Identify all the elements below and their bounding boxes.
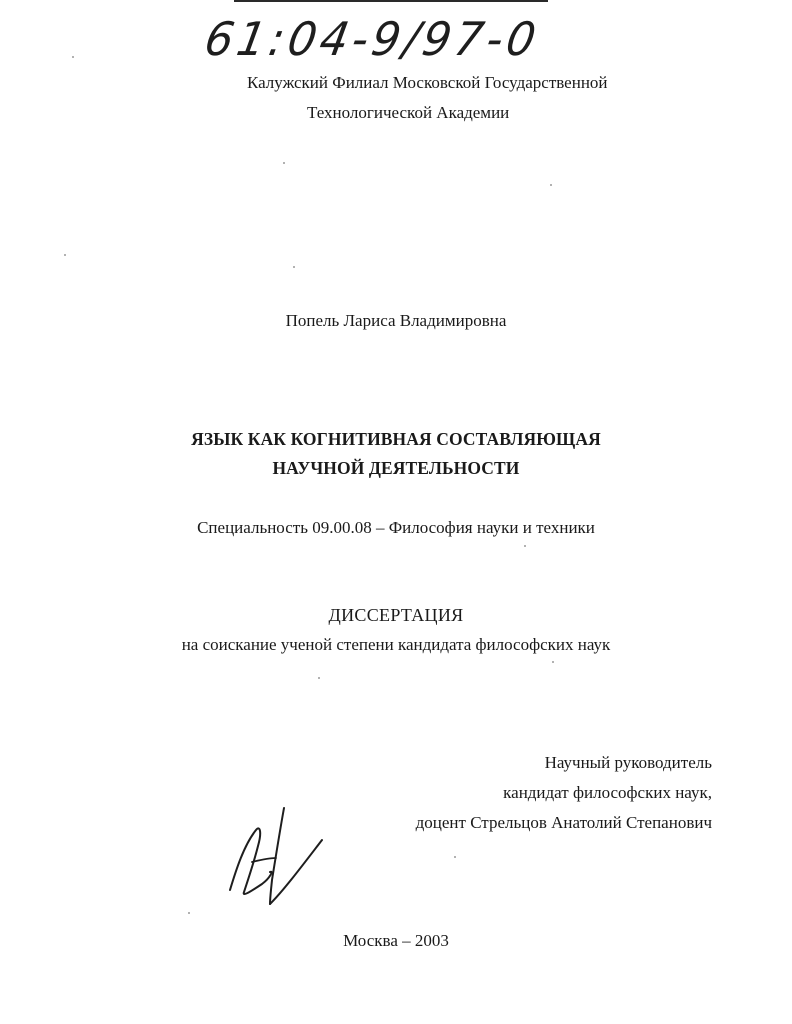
scan-speck bbox=[552, 661, 554, 663]
degree-statement: на соискание ученой степени кандидата философских наук bbox=[181, 635, 611, 654]
scan-speck bbox=[454, 856, 456, 858]
title-line-1: ЯЗЫК КАК КОГНИТИВНАЯ СОСТАВЛЯЮЩАЯ bbox=[191, 429, 601, 449]
supervisor-label: Научный руководитель bbox=[544, 753, 712, 772]
scan-speck bbox=[550, 184, 552, 186]
supervisor-degree: кандидат философских наук, bbox=[503, 783, 712, 802]
author-signature bbox=[222, 800, 332, 910]
scan-speck bbox=[293, 266, 295, 268]
author-name: Попель Лариса Владимировна bbox=[285, 311, 507, 330]
supervisor-name: доцент Стрельцов Анатолий Степанович bbox=[415, 813, 712, 832]
scan-speck bbox=[72, 56, 74, 58]
institution-line-2: Технологической Академии bbox=[307, 103, 510, 122]
handwritten-archive-mark: 61:04-9/97-0 bbox=[200, 12, 544, 67]
title-line-2: НАУЧНОЙ ДЕЯТЕЛЬНОСТИ bbox=[272, 458, 520, 478]
scan-speck bbox=[283, 162, 285, 164]
scan-speck bbox=[64, 254, 66, 256]
scan-speck bbox=[188, 912, 190, 914]
place-and-year: Москва – 2003 bbox=[343, 931, 449, 950]
specialty: Специальность 09.00.08 – Философия науки и техники bbox=[197, 518, 595, 537]
institution-line-1: Калужский Филиал Московской Государственной bbox=[247, 73, 608, 92]
top-rule bbox=[234, 0, 548, 2]
scan-speck bbox=[524, 545, 526, 547]
document-type: ДИССЕРТАЦИЯ bbox=[328, 605, 464, 625]
scan-speck bbox=[318, 677, 320, 679]
